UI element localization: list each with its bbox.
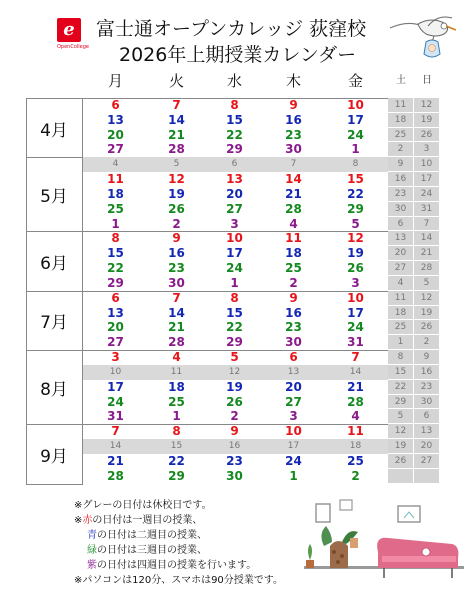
page-title: 富士通オープンカレッジ 荻窪校 (96, 18, 367, 40)
class-date: 26 (226, 394, 243, 409)
weekend-date: 18 (388, 113, 414, 128)
note-week1: ※赤の日付は一週目の授業、 (74, 515, 203, 526)
class-date: 3 (289, 409, 298, 424)
class-date: 13 (107, 305, 124, 320)
class-date: 23 (285, 320, 302, 335)
holiday-date: 13 (287, 366, 300, 377)
class-date: 7 (172, 98, 181, 112)
weekday-header: 月 (107, 72, 123, 90)
class-date: 30 (285, 335, 302, 350)
class-date: 29 (347, 201, 364, 216)
class-date: 21 (347, 379, 364, 394)
class-date: 23 (285, 127, 302, 142)
weekend-date: 12 (414, 98, 440, 113)
class-date: 11 (107, 172, 124, 187)
class-date: 13 (226, 172, 243, 187)
class-date: 18 (168, 379, 185, 394)
weekend-date: 20 (414, 439, 440, 454)
holiday-date: 8 (352, 159, 359, 170)
holiday-date: 6 (231, 159, 238, 170)
holiday-date: 16 (228, 441, 241, 452)
class-date: 29 (168, 468, 185, 483)
class-date: 21 (168, 320, 185, 335)
weekend-date: 5 (388, 409, 414, 424)
note-week4: 紫の日付は四週目の授業を行います。 (87, 560, 257, 571)
class-date: 21 (285, 186, 302, 201)
weekend-date: 11 (388, 291, 414, 306)
note-week3-color: 緑 (87, 545, 97, 556)
month-label: 5月 (26, 157, 83, 231)
calendar (26, 64, 440, 490)
class-date: 4 (172, 350, 181, 365)
class-date: 28 (168, 335, 185, 350)
month-label: 9月 (26, 424, 83, 483)
weekend-date: 25 (388, 320, 414, 335)
class-date: 22 (168, 453, 185, 468)
weekend-date: 9 (414, 350, 440, 365)
class-date: 10 (226, 231, 243, 246)
weekend-date: 12 (414, 291, 440, 306)
weekend-date: 24 (414, 187, 440, 202)
weekend-date: 14 (414, 231, 440, 246)
class-date: 1 (351, 142, 360, 157)
class-date: 15 (107, 246, 124, 261)
class-date: 22 (107, 261, 124, 276)
class-date: 6 (111, 290, 120, 305)
class-date: 4 (351, 409, 360, 424)
weekend-date: 5 (414, 276, 440, 291)
note-week1-color: 赤 (82, 515, 93, 526)
holiday-date: 11 (170, 366, 183, 377)
class-date: 22 (347, 186, 364, 201)
calendar-left-border (26, 98, 27, 484)
class-date: 10 (347, 290, 364, 305)
class-date: 16 (285, 112, 302, 127)
class-date: 15 (347, 172, 364, 187)
class-date: 9 (230, 424, 239, 439)
weekday-header: 火 (168, 72, 184, 90)
weekend-header: 日 (422, 75, 432, 86)
class-date: 28 (168, 142, 185, 157)
weekend-date: 27 (414, 454, 440, 469)
class-date: 1 (230, 275, 239, 290)
weekend-date: 26 (414, 320, 440, 335)
class-date: 2 (289, 275, 298, 290)
class-date: 26 (168, 201, 185, 216)
class-date: 30 (168, 275, 185, 290)
note-week3: 緑の日付は三週目の授業、 (87, 545, 207, 556)
weekday-header: 木 (285, 72, 301, 90)
class-date: 31 (107, 409, 124, 424)
weekend-date: 15 (388, 365, 414, 380)
weekend-date: 25 (388, 128, 414, 143)
class-date: 3 (111, 350, 120, 365)
class-date: 2 (230, 409, 239, 424)
logo-caption: OpenCollege (57, 44, 90, 50)
holiday-date: 14 (109, 441, 122, 452)
class-date: 27 (107, 142, 124, 157)
weekend-date: 9 (388, 157, 414, 172)
class-date: 17 (226, 246, 243, 261)
class-date: 18 (107, 186, 124, 201)
class-date: 20 (107, 320, 124, 335)
class-date: 23 (168, 261, 185, 276)
class-date: 6 (289, 350, 298, 365)
weekend-date: 13 (388, 231, 414, 246)
month-label: 6月 (26, 231, 83, 290)
class-date: 2 (172, 216, 181, 231)
class-date: 27 (107, 335, 124, 350)
class-date: 1 (111, 216, 120, 231)
holiday-date: 5 (173, 159, 180, 170)
class-date: 22 (226, 127, 243, 142)
weekend-date: 31 (414, 202, 440, 217)
class-date: 7 (351, 350, 360, 365)
class-date: 25 (168, 394, 185, 409)
class-date: 25 (347, 453, 364, 468)
weekend-date: 2 (414, 335, 440, 350)
class-date: 28 (285, 201, 302, 216)
calendar-bottom-border (26, 484, 83, 485)
class-date: 16 (285, 305, 302, 320)
room-illustration (304, 498, 464, 590)
note-week4-color: 紫 (87, 560, 97, 571)
class-date: 8 (111, 231, 120, 246)
class-date: 29 (107, 275, 124, 290)
class-date: 17 (347, 112, 364, 127)
class-date: 19 (347, 246, 364, 261)
class-date: 13 (107, 112, 124, 127)
class-date: 21 (168, 127, 185, 142)
class-date: 20 (226, 186, 243, 201)
class-date: 18 (285, 246, 302, 261)
weekend-date: 11 (388, 98, 414, 113)
class-date: 9 (289, 98, 298, 112)
weekend-date: 1 (388, 335, 414, 350)
class-date: 8 (230, 98, 239, 112)
weekend-date: 30 (414, 395, 440, 410)
weekend-date: 19 (414, 306, 440, 321)
class-date: 24 (347, 127, 364, 142)
weekend-date: 4 (388, 276, 414, 291)
weekend-date: 8 (388, 350, 414, 365)
class-date: 25 (107, 201, 124, 216)
weekend-date: 16 (388, 172, 414, 187)
weekend-date: 19 (388, 439, 414, 454)
class-date: 14 (168, 112, 185, 127)
class-date: 27 (285, 394, 302, 409)
weekday-header: 金 (347, 72, 363, 90)
weekend-date: 23 (388, 187, 414, 202)
holiday-date: 18 (349, 441, 362, 452)
class-date: 19 (168, 186, 185, 201)
weekend-date: 6 (388, 217, 414, 232)
class-date: 2 (351, 468, 360, 483)
class-date: 7 (172, 290, 181, 305)
class-date: 8 (172, 424, 181, 439)
month-label: 4月 (26, 98, 83, 157)
logo-icon: e (57, 18, 81, 42)
class-date: 8 (230, 290, 239, 305)
weekend-date: 16 (414, 365, 440, 380)
weekend-date (388, 469, 414, 484)
class-date: 11 (347, 424, 364, 439)
class-date: 31 (347, 335, 364, 350)
weekday-header: 水 (226, 72, 242, 90)
weekend-date: 7 (414, 217, 440, 232)
class-date: 26 (347, 261, 364, 276)
class-date: 17 (347, 305, 364, 320)
holiday-date: 17 (287, 441, 300, 452)
weekend-date: 10 (414, 157, 440, 172)
weekend-date: 17 (414, 172, 440, 187)
weekend-date: 2 (388, 142, 414, 157)
class-date: 15 (226, 112, 243, 127)
class-date: 24 (347, 320, 364, 335)
class-date: 5 (230, 350, 239, 365)
weekend-date: 20 (388, 246, 414, 261)
month-label: 8月 (26, 350, 83, 424)
class-date: 12 (347, 231, 364, 246)
weekend-date: 12 (388, 424, 414, 439)
weekend-date: 23 (414, 380, 440, 395)
class-date: 1 (289, 468, 298, 483)
holiday-date: 10 (109, 366, 122, 377)
note-week2-color: 青 (87, 530, 97, 541)
class-date: 19 (226, 379, 243, 394)
class-date: 10 (285, 424, 302, 439)
weekend-date: 3 (414, 142, 440, 157)
class-date: 9 (289, 290, 298, 305)
note-week2: 青の日付は二週目の授業、 (87, 530, 207, 541)
class-date: 12 (168, 172, 185, 187)
class-date: 24 (107, 394, 124, 409)
class-date: 23 (226, 453, 243, 468)
class-date: 6 (111, 98, 120, 112)
class-date: 21 (107, 453, 124, 468)
month-label: 7月 (26, 291, 83, 350)
holiday-date: 15 (170, 441, 183, 452)
note-lesson-length: ※パソコンは120分、スマホは90分授業です。 (74, 575, 283, 586)
class-date: 16 (168, 246, 185, 261)
class-date: 30 (285, 142, 302, 157)
class-date: 3 (351, 275, 360, 290)
class-date: 29 (226, 335, 243, 350)
holiday-date: 7 (290, 159, 297, 170)
class-date: 11 (285, 231, 302, 246)
weekend-date: 27 (388, 261, 414, 276)
stork-illustration (388, 14, 458, 66)
weekend-date: 26 (414, 128, 440, 143)
weekend-date: 26 (388, 454, 414, 469)
weekend-header: 土 (396, 75, 406, 86)
weekend-date: 6 (414, 409, 440, 424)
class-date: 17 (107, 379, 124, 394)
class-date: 3 (230, 216, 239, 231)
class-date: 4 (289, 216, 298, 231)
class-date: 15 (226, 305, 243, 320)
class-date: 14 (168, 305, 185, 320)
class-date: 7 (111, 424, 120, 439)
class-date: 30 (226, 468, 243, 483)
class-date: 9 (172, 231, 181, 246)
weekend-date: 19 (414, 113, 440, 128)
class-date: 27 (226, 201, 243, 216)
holiday-date: 14 (349, 366, 362, 377)
class-date: 24 (285, 453, 302, 468)
weekend-date: 13 (414, 424, 440, 439)
weekend-date: 29 (388, 395, 414, 410)
class-date: 14 (285, 172, 302, 187)
class-date: 24 (226, 261, 243, 276)
class-date: 10 (347, 98, 364, 112)
class-date: 28 (107, 468, 124, 483)
weekend-date (414, 469, 440, 484)
class-date: 28 (347, 394, 364, 409)
college-logo (57, 18, 90, 52)
page-subtitle: 2026年上期授業カレンダー (119, 44, 357, 66)
notes (74, 498, 324, 588)
weekend-date: 21 (414, 246, 440, 261)
class-date: 20 (285, 379, 302, 394)
weekend-date: 22 (388, 380, 414, 395)
class-date: 25 (285, 261, 302, 276)
class-date: 22 (226, 320, 243, 335)
weekend-date: 30 (388, 202, 414, 217)
class-date: 1 (172, 409, 181, 424)
weekend-date: 18 (388, 306, 414, 321)
class-date: 29 (226, 142, 243, 157)
class-date: 5 (351, 216, 360, 231)
note-holiday: ※グレーの日付は休校日です。 (74, 500, 212, 511)
holiday-date: 4 (112, 159, 119, 170)
class-date: 20 (107, 127, 124, 142)
weekend-date: 28 (414, 261, 440, 276)
holiday-date: 12 (228, 366, 241, 377)
